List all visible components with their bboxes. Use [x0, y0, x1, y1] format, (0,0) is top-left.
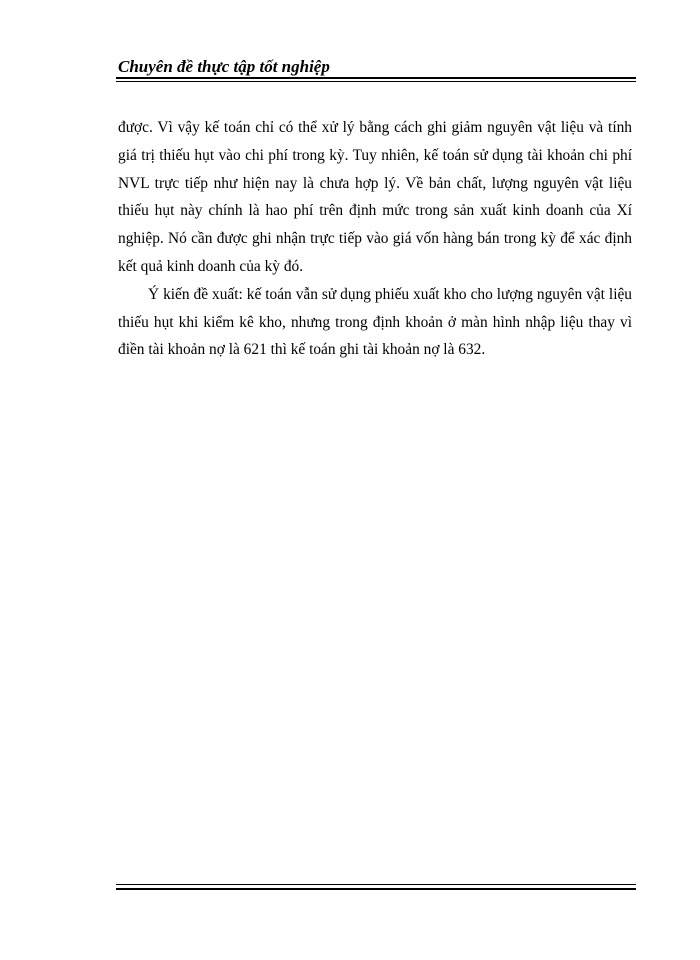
footer-rule	[116, 884, 636, 885]
paragraph-2: Ý kiến đề xuất: kế toán vẫn sử dụng phiếu xuất kho cho lượng nguyên vật liệu thiếu hụt khi kiểm kê kho, nhưng trong định khoản ở màn hình nhập liệu thay vì điền tài khoản nợ là 621 thì kế toán ghi tài khoản nợ là 632.	[118, 285, 632, 359]
paragraph-1: được. Vì vậy kế toán chỉ có thể xử lý bằng cách ghi giảm nguyên vật liệu và tính giá trị thiếu hụt vào chi phí trong kỳ. Tuy nhiên, kế toán sử dụng tài khoản chi phí NVL trực tiếp như hiện nay là chưa hợp lý. Về bản chất, lượng nguyên vật liệu thiếu hụt này chính là hao phí trên định mức trong sản xuất kinh doanh của Xí nghiệp. Nó cần được ghi nhận trực tiếp vào giá vốn hàng bán trong kỳ để xác định kết quả kinh doanh của kỳ đó.	[118, 119, 632, 275]
footer-rule-secondary	[116, 888, 636, 890]
header-rule	[116, 77, 636, 79]
header-title: Chuyên đề thực tập tốt nghiệp	[118, 57, 330, 76]
body-text	[118, 114, 632, 364]
header-rule-secondary	[116, 81, 636, 82]
